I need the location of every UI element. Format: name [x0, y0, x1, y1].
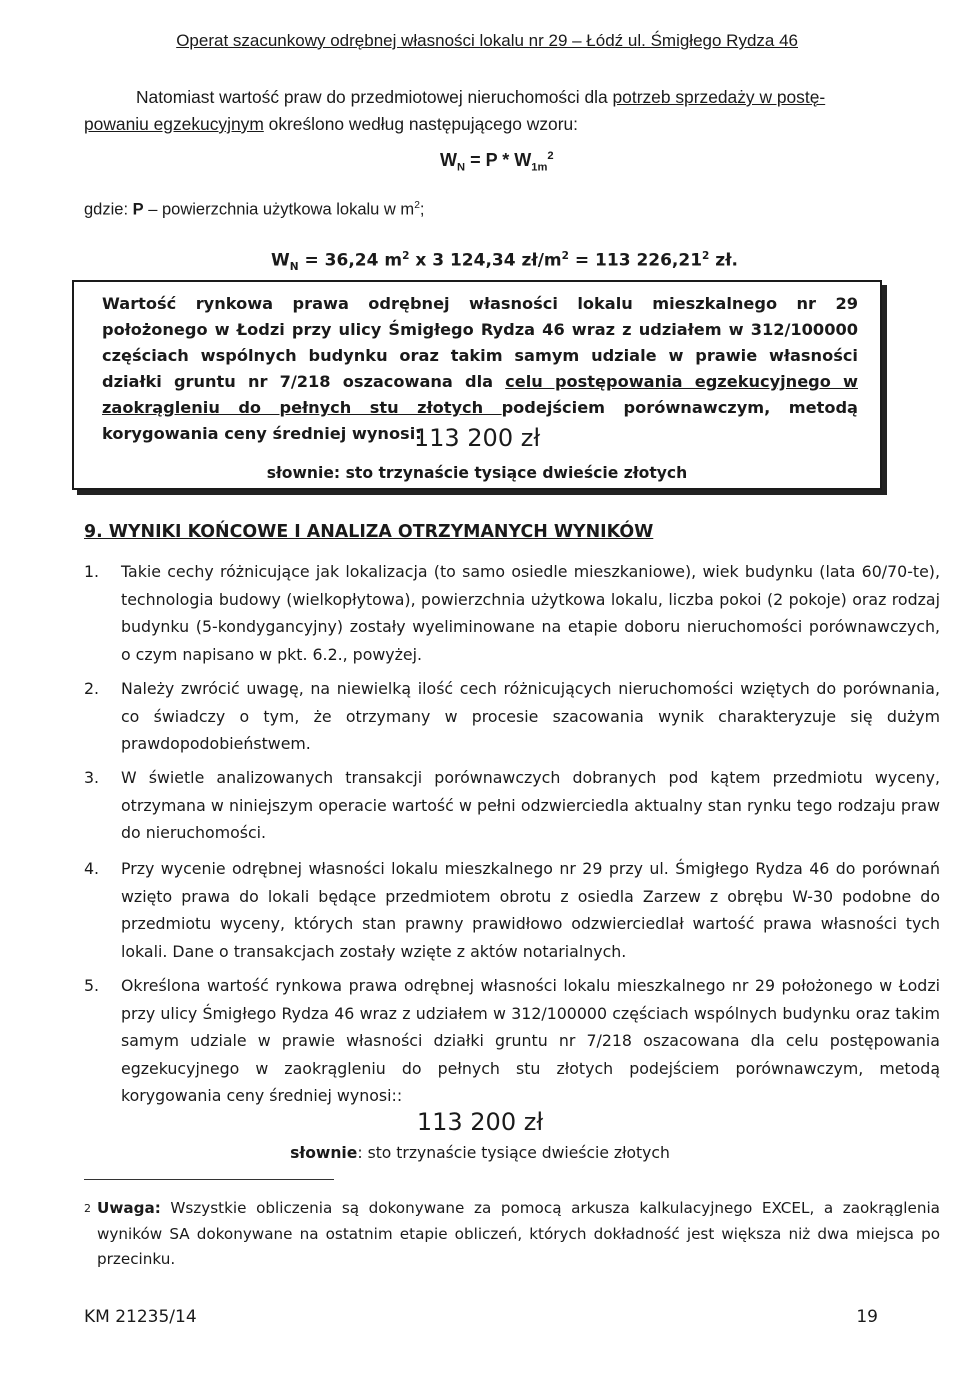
list-item [84, 558, 940, 668]
legend-symbol: P [132, 200, 144, 219]
formula-sub-1m: 1m [531, 161, 548, 174]
list-item-text: Określona wartość rynkowa prawa odrębnej własności lokalu mieszkalnego nr 29 położonego w Łodzi przy ulicy Śmigłego Rydza 46 wraz z udziałem w 312/100000 częściach wspólnych budynku oraz takim samym udziale w prawie własności działki gruntu nr 7/218 oszacowana dla celu postępowania egzekucyjnego w zaokrągleniu do pełnych stu złotych podejściem porównawczym, metodą korygowania ceny średniej wynosi:: [121, 976, 940, 1105]
formula-legend [84, 200, 424, 220]
box-text-b: podejściem porównawczym, metodą korygowania ceny średniej wynosi: [102, 398, 858, 443]
list-item-number: 1. [84, 562, 100, 581]
formula-general [440, 150, 554, 174]
footnote-marker: 2 [84, 1202, 91, 1215]
document-reference: KM 21235/14 [84, 1307, 197, 1327]
calc-sup-2: 2 [561, 250, 569, 262]
intro-paragraph [84, 84, 944, 138]
calc-result: = 113 226,21 [568, 250, 703, 271]
list-item [84, 675, 940, 758]
intro-underline-2: powaniu egzekucyjnym [84, 114, 264, 134]
intro-text-b: określono według następującego wzoru: [263, 114, 579, 134]
list-item-number: 4. [84, 859, 100, 878]
valuation-price-words: słownie: sto trzynaście tysiące dwieście złotych [266, 464, 688, 482]
calc-unit: zł. [709, 250, 738, 271]
formula-w: W [440, 150, 457, 170]
box-text-a: Wartość rynkowa prawa odrębnej własności lokalu mieszkalnego nr 29 położonego w Łodzi przy ulicy Śmigłego Rydza 46 wraz z udziałem w 312/100000 częściach wspólnych budynku oraz takim samym udziale w prawie własności działki gruntu nr 7/218 oszacowana dla [102, 294, 858, 391]
footnote-label: Uwaga: [97, 1199, 161, 1217]
list-item-number: 3. [84, 768, 100, 787]
formula-sup: 2 [547, 150, 554, 162]
final-price: 113 200 zł [416, 1108, 544, 1136]
footnote-text [97, 1196, 940, 1273]
calc-sub-n: N [289, 261, 299, 274]
section-heading: 9. WYNIKI KOŃCOWE I ANALIZA OTRZYMANYCH WYNIKÓW [84, 522, 654, 542]
footnote-separator [84, 1179, 334, 1180]
list-item-text: W świetle analizowanych transakcji porównawczych dobranych pod kątem przedmiotu wyceny, otrzymana w niniejszym operacie wartość w pełni odzwierciedla aktualny stan rynku tego rodzaju praw do nieruchomości. [121, 768, 940, 842]
list-item [84, 855, 940, 965]
valuation-summary-box [72, 280, 882, 490]
page-number: 19 [856, 1307, 878, 1327]
calc-w: W [271, 250, 290, 271]
calc-footnote-ref: 2 [702, 250, 710, 262]
box-text-underlined: celu postępowania egzekucyjnego w zaokrągleniu do pełnych stu złotych [102, 372, 858, 417]
list-item [84, 764, 940, 847]
list-item-text: Takie cechy różnicujące jak lokalizacja (to samo osiedle mieszkaniowe), wiek budynku (lata 60/70-te), technologia budowy (wielkopłytowa), powierzchnia użytkowa lokalu, liczba pokoi (2 pokoje) oraz rodzaj budynku (5-kondygancyjny) zostały wyeliminowane na etapie doboru nieruchomości porównawczych, o czym napisano w pkt. 6.2., powyżej. [121, 562, 940, 664]
footnote [84, 1196, 940, 1273]
calc-area: = 36,24 m [298, 250, 403, 271]
list-item-number: 2. [84, 679, 100, 698]
calc-price: x 3 124,34 zł/m [409, 250, 562, 271]
final-words-text: : sto trzynaście tysiące dwieście złotych [357, 1144, 670, 1162]
page-header: Operat szacunkowy odrębnej własności lokalu nr 29 – Łódź ul. Śmigłego Rydza 46 [176, 31, 798, 50]
list-item-number: 5. [84, 976, 100, 995]
intro-text-a: Natomiast wartość praw do przedmiotowej nieruchomości dla [136, 87, 613, 107]
legend-label: gdzie: [84, 200, 133, 219]
calc-sup-1: 2 [402, 250, 410, 262]
list-item-text: Należy zwrócić uwagę, na niewielką ilość cech różnicujących nieruchomości wziętych do porównania, co świadczy o tym, że otrzymany w procesie szacowania wynik charakteryzuje się dużym prawdopodobieństwem. [121, 679, 940, 753]
formula-sub-n: N [457, 161, 466, 174]
final-price-words [0, 1144, 960, 1162]
legend-sup: 2 [414, 200, 420, 211]
list-item [84, 972, 940, 1110]
formula-rest: = P * W [465, 150, 532, 170]
legend-text: – powierzchnia użytkowa lokalu w m [143, 200, 415, 219]
valuation-price: 113 200 zł [413, 424, 541, 452]
list-item-text: Przy wycenie odrębnej własności lokalu mieszkalnego nr 29 przy ul. Śmigłego Rydza 46 do porównań wzięto prawa do lokali będące przedmiotem obrotu z osiedla Zarzew z obrębu W-30 podobne do przedmiotu wyceny, których stan prawny prawidłowo odzwierciedlał wartość prawa własności tych lokali. Dane o transakcjach zostały wzięte z aktów notarialnych. [121, 859, 940, 961]
legend-end: ; [419, 200, 425, 219]
final-words-label: słownie [290, 1144, 358, 1162]
intro-underline-1: potrzeb sprzedaży w postę- [612, 87, 826, 107]
footnote-body: Wszystkie obliczenia są dokonywane za pomocą arkusza kalkulacyjnego EXCEL, a zaokrąglenia wyników SA dokonywane na ostatnim etapie obliczeń, których dokładność jest większa niż dwa miejsca po przecinku. [97, 1199, 940, 1268]
formula-calculation [271, 250, 738, 273]
